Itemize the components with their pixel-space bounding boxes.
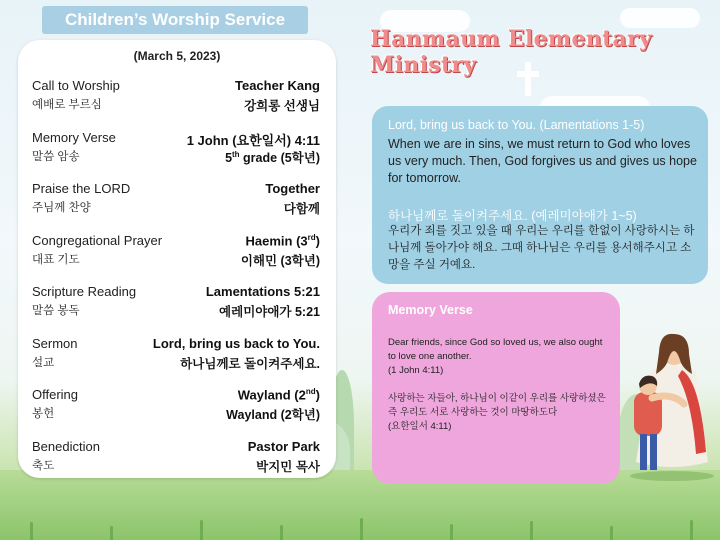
memory-verse-en [388,336,608,378]
item-title-en: Benediction [32,439,100,454]
sermon-body-en: When we are in sins, we must return to God who loves us very much. Then, God forgives us and gives us hope for tomorrow. [388,137,697,185]
item-person-en [238,387,320,402]
item-person-en: Lord, bring us back to You. [152,336,320,351]
memory-verse-ko [388,392,612,434]
verse-ref-en: (1 John 4:11) [388,365,444,376]
grass-blade [450,524,453,540]
close-paren: ) [315,387,320,403]
item-title-en: Congregational Prayer [32,233,163,248]
grass-blade [610,526,613,540]
item-title-ko: 말씀 봉독 [32,305,80,317]
program-row [32,181,320,221]
item-person-ko [225,148,320,166]
program-row [32,336,320,376]
grass-blade [280,525,283,540]
grade-number: 5 [225,151,233,165]
person-name: Haemin (3 [245,233,308,249]
child-leg [650,434,657,470]
item-title-en: Offering [32,387,79,402]
program-row [32,130,320,170]
sermon-summary [372,106,708,284]
item-title-ko: 축도 [32,460,55,472]
cross-icon [517,62,539,96]
item-person-en: 1 John (요한일서) 4:11 [186,133,320,148]
close-paren: ) [315,233,320,249]
grade-suffix: th [232,149,240,159]
verse-ref-ko: (요한일서 4:11) [388,421,452,432]
grade-text: grade (5학년) [239,151,320,165]
grass-blade [690,520,693,540]
item-person-ko: 강희롱 선생님 [244,99,320,113]
sermon-title-ko: 하나님께로 돌이켜주세요. (예레미야애가 1~5) [388,209,637,223]
program-row [32,387,320,427]
memory-verse-box [372,292,620,484]
item-title-en: Memory Verse [32,130,116,145]
grass-blade [530,521,533,540]
item-title-ko: 대표 기도 [32,254,80,266]
grass-blade [360,518,363,540]
item-title-en: Scripture Reading [32,284,137,299]
cloud [620,8,700,28]
item-person-ko: Wayland (2학년) [226,408,320,422]
item-person-en: Together [265,181,320,196]
item-person-ko: 하나님께로 돌이켜주세요. [180,357,320,371]
program-card [18,40,336,478]
sermon-body-ko: 우리가 죄를 짓고 있을 때 우리는 우리를 한없이 사랑하시는 하나님께 돌아가야 해요. 그때 하나님은 우리를 용서해주시고 소망을 주실 거예요. [388,225,695,271]
item-person-ko: 이해민 (3학년) [240,254,320,268]
figure-shadow [630,471,714,481]
item-person-ko: 다함께 [283,202,320,216]
grade-suffix: rd [307,233,316,242]
program-row [32,439,320,479]
item-title-ko: 예배로 부르심 [32,99,102,111]
item-person-ko: 박지민 목사 [256,460,320,474]
program-row [32,233,320,273]
ministry-title: Hanmaum Elementary Ministry [370,26,653,78]
program-row [32,284,320,324]
service-date: (March 5, 2023) [133,49,221,63]
item-title-en: Call to Worship [32,78,120,93]
person-name: Wayland (2 [237,387,306,403]
item-title-ko: 주님께 찬양 [32,202,91,214]
jesus-hugging-child-illustration [622,312,720,482]
cross-vertical [525,62,531,96]
service-title: Children’s Worship Service [42,6,308,34]
item-person-en: Teacher Kang [234,78,320,93]
child-leg [640,434,647,470]
item-person-ko: 예레미야애가 5:21 [219,305,320,319]
grade-suffix: nd [305,387,316,396]
item-title-en: Sermon [32,336,78,351]
verse-text-ko: 사랑하는 자들아, 하나님이 이같이 우리를 사랑하셨은즉 우리도 서로 사랑하는 것이 마땅하도다 [388,393,606,418]
item-title-ko: 설교 [32,357,55,369]
item-person-en: Pastor Park [247,439,320,454]
item-title-ko: 말씀 암송 [32,151,80,163]
item-title-en: Praise the LORD [32,181,131,196]
grass-blade [30,522,33,540]
item-title-ko: 봉헌 [32,408,55,420]
grass-blade [110,526,113,540]
sermon-title-en: Lord, bring us back to You. (Lamentations 1-5) [388,118,645,132]
item-person-en: Lamentations 5:21 [205,284,320,299]
cross-horizontal [517,71,539,77]
verse-text-en: Dear friends, since God so loved us, we also ought to love one another. [388,337,603,362]
memory-verse-title: Memory Verse [388,303,473,317]
grass-blade [200,520,203,540]
program-row [32,78,320,118]
item-person-en [246,233,320,248]
